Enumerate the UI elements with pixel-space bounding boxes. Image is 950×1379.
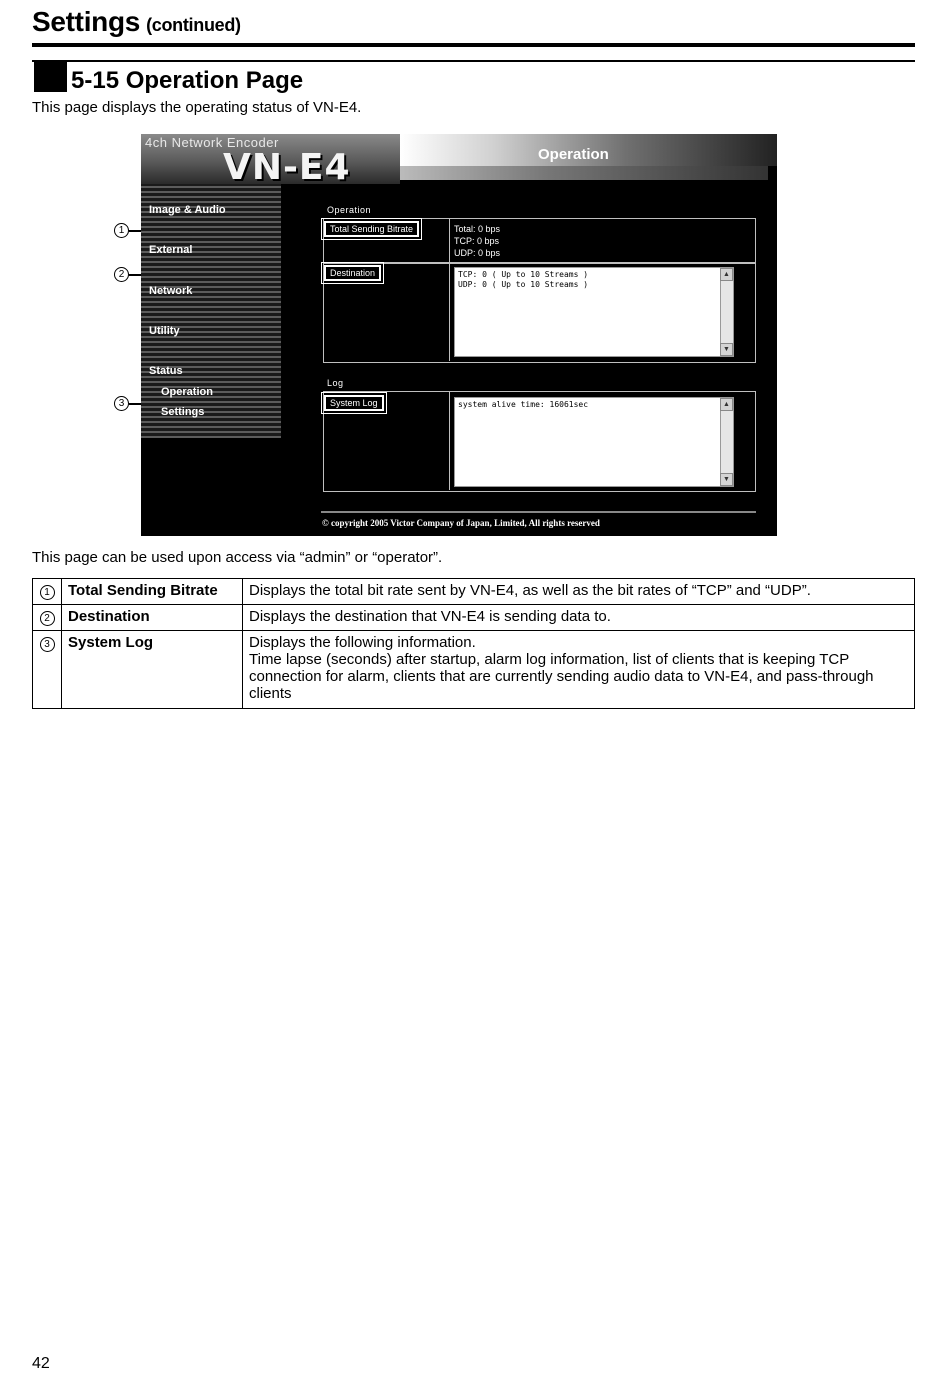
row-name: Total Sending Bitrate	[62, 579, 243, 605]
section-marker	[34, 62, 67, 92]
copyright-notice: © copyright 2005 Victor Company of Japan, Limited, All rights reserved	[322, 518, 600, 528]
log-panel-divider	[449, 391, 450, 490]
nav-operation[interactable]: Operation	[161, 386, 213, 398]
row-name: System Log	[62, 631, 243, 709]
destination-textarea[interactable]: TCP: 0 ( Up to 10 Streams ) UDP: 0 ( Up to 10 Streams )	[454, 267, 734, 357]
header-title: Settings	[32, 6, 141, 37]
callout-leader-1	[129, 230, 141, 232]
row-number-cell	[33, 605, 62, 631]
callout-number-2: 2	[114, 267, 129, 282]
page-number: 42	[32, 1355, 50, 1372]
row-description: Displays the destination that VN-E4 is sending data to.	[243, 605, 915, 631]
operation-section-label: Operation	[327, 205, 372, 215]
table-row	[33, 605, 915, 631]
nav-network[interactable]: Network	[149, 285, 193, 297]
scroll-up-icon[interactable]: ▲	[720, 398, 733, 411]
row-number: 1	[40, 585, 55, 600]
bitrate-total: Total: 0 bps	[454, 224, 501, 234]
system-log-textarea[interactable]: system alive time: 16061sec	[454, 397, 734, 487]
nav-status[interactable]: Status	[149, 365, 183, 377]
description-table	[32, 578, 915, 709]
callout-number-3: 3	[114, 396, 129, 411]
destination-label: Destination	[324, 265, 381, 281]
footer-rule	[321, 511, 756, 513]
header-rule-thin	[32, 60, 915, 62]
row-number-cell	[33, 631, 62, 709]
nav-utility[interactable]: Utility	[149, 325, 180, 337]
callout-leader-3	[129, 403, 141, 405]
scroll-down-icon[interactable]: ▼	[720, 473, 733, 486]
callout-number-1: 1	[114, 223, 129, 238]
row-description-cell	[243, 631, 915, 709]
table-row	[33, 579, 915, 605]
header-banner-lower	[400, 166, 768, 180]
header-subtitle: (continued)	[146, 15, 241, 35]
operation-page-screenshot	[141, 134, 777, 536]
nav-image-audio[interactable]: Image & Audio	[149, 204, 226, 216]
bitrate-tcp: TCP: 0 bps	[454, 236, 500, 246]
product-logo	[141, 134, 400, 188]
section-title: 5-15 Operation Page	[71, 67, 304, 94]
sidebar-background	[141, 178, 281, 438]
logo-model: VN-E4	[223, 147, 351, 188]
row-number-cell	[33, 579, 62, 605]
bitrate-udp: UDP: 0 bps	[454, 248, 501, 258]
logo-caption: 4ch Network Encoder	[145, 135, 279, 150]
header-rule-thick	[32, 43, 915, 47]
log-section-label: Log	[327, 378, 344, 388]
row-description: Displays the total bit rate sent by VN-E4, as well as the bit rates of “TCP” and “UDP”.	[243, 579, 915, 605]
scroll-down-icon[interactable]: ▼	[720, 343, 733, 356]
callout-leader-2	[129, 274, 141, 276]
system-log-label: System Log	[324, 395, 384, 411]
scroll-up-icon[interactable]: ▲	[720, 268, 733, 281]
nav-settings[interactable]: Settings	[161, 406, 205, 418]
row-name: Destination	[62, 605, 243, 631]
table-row	[33, 631, 915, 709]
nav-external[interactable]: External	[149, 244, 193, 256]
section-intro: This page displays the operating status of VN-E4.	[32, 99, 362, 116]
row-description-detail: Time lapse (seconds) after startup, alarm log information, list of clients that is keeping TCP connection for alarm, clients that are currently sending audio data to VN-E4, and pass-through clients	[249, 651, 874, 702]
row-number: 3	[40, 637, 55, 652]
row-number: 2	[40, 611, 55, 626]
total-sending-bitrate-label: Total Sending Bitrate	[324, 221, 419, 237]
screen-heading: Operation	[538, 146, 609, 163]
operation-panel-divider	[449, 218, 450, 361]
page-header	[32, 6, 241, 38]
access-note: This page can be used upon access via “admin” or “operator”.	[32, 549, 443, 566]
row-description: Displays the following information.	[249, 634, 476, 651]
